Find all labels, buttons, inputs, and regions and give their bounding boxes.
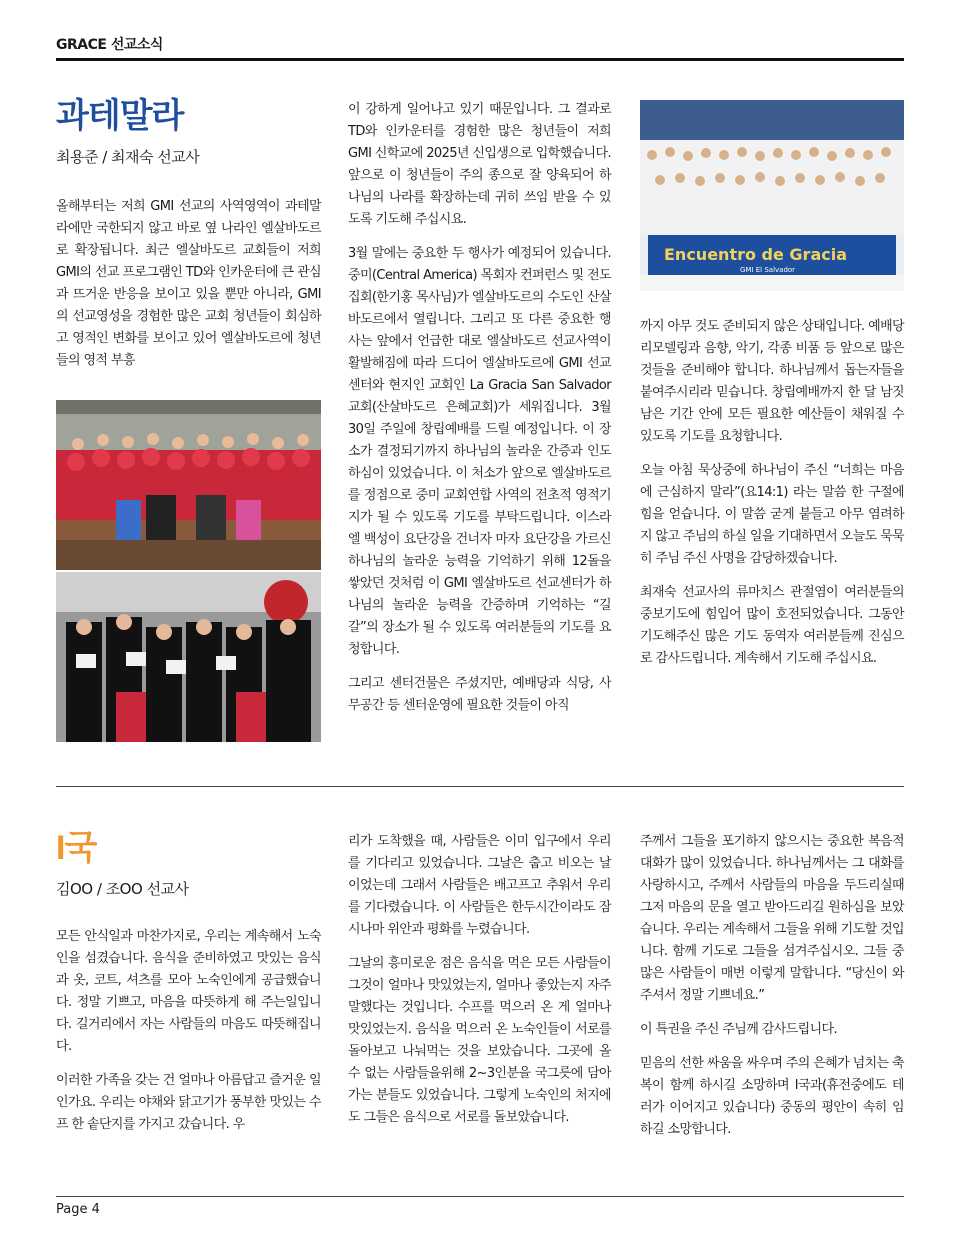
paragraph: 까지 아무 것도 준비되지 않은 상태입니다. 예배당 리모델링과 음향, 악기, 각종 비품 등 앞으로 많은 것들을 준비해야 합니다. 하나님께서 돕는자들을 붙여주시리라 믿습니다. 창립예배까지 한 달 남짓 남은 기간 안에 모든 필요한 예산들이 채워질 수 있도록 기도를 요청합니다. [640, 319, 904, 444]
footer-rule [56, 1196, 904, 1197]
guatemala-column-1 [56, 96, 321, 384]
banner-subtext: GMI El Salvador [740, 266, 796, 274]
paragraph: 오늘 아침 묵상중에 하나님이 주신 “너희는 마음에 근심하지 말라”(요14:1) 라는 말씀 한 구절에 힘을 얻습니다. 이 말씀 굳게 붙들고 아무 염려하지 않고 주님의 하실 일을 기대하면서 오늘도 묵묵히 주님 주신 사명을 감당하겠습니다. [640, 463, 904, 566]
paragraph: 3월 말에는 중요한 두 행사가 예정되어 있습니다. 중미(Central America) 목회자 컨퍼런스 및 전도집회(한기홍 목사님)가 엘살바도르의 수도인 산살바도르에서 열립니다. 그리고 또 다른 중요한 행사는 앞에서 언급한 대로 엘살바도르 선교사역이 활발해짐에 따라 드디어 엘살바도르에 GMI 선교센터와 현지인 교회인 La Gracia San Salvador 교회(산살바도르 은혜교회)가 세워집니다. 3월 30일 주일에 창립예배를 드릴 예정입니다. 이 장소가 결정되기까지 하나님의 놀라운 간증과 인도하심이 있었습니다. 이 처소가 앞으로 엘살바도르를 정점으로 중미 교회연합 사역의 전초적 영적기지가 될 수 있도록 기도를 부탁드립니다. 이스라엘 백성이 요단강을 건너자 마자 요단강을 가르신 하나님의 놀라운 능력을 기억하기 위해 12돌을 쌓았던 것처럼 이 GMI 엘살바도르 선교센터가 하나님의 놀라운 능력을 간증하며 기억하는 “길갈”의 장소가 될 수 있도록 여러분들의 기도를 요청합니다. [348, 246, 611, 657]
korea-column-2 [348, 831, 611, 1141]
paragraph: 리가 도착했을 때, 사람들은 이미 입구에서 우리를 기다리고 있었습니다. 그날은 춥고 비오는 날이었는데 그래서 사람들은 배고프고 추워서 우리를 기다렸습니다. 이 사람들은 한두시간이라도 잠시나마 위안과 평화를 누렸습니다. [348, 834, 611, 937]
guatemala-title: 과테말라 [56, 97, 184, 135]
paragraph: 이러한 가족을 갖는 건 얼마나 아름답고 즐거운 일인가요. 우리는 야채와 닭고기가 풍부한 맛있는 수프 한 솥단지를 가지고 갔습니다. 우 [56, 1073, 321, 1132]
paragraph: 그날의 흥미로운 점은 음식을 먹은 모든 사람들이 그것이 얼마나 맛있었는지, 얼마나 좋았는지 자주 말했다는 것입니다. 수프를 먹으러 온 게 얼마나 맛있었는지. 음식을 먹으러 온 노숙인들이 서로를 돌아보고 나눠먹는 것을 보았습니다. 그곳에 올 수 없는 사람들을위해 2~3인분을 국그릇에 담아가는 분들도 있었습니다. 그렇게 노숙인의 처지에도 그들은 음식으로 서로를 돌보았습니다. [348, 956, 611, 1125]
korea-title: I국 [56, 829, 97, 867]
header-rule [56, 58, 904, 61]
paragraph: 믿음의 선한 싸움을 싸우며 주의 은혜가 넘치는 축복이 함께 하시길 소망하며 I국과(휴전중에도 테러가 이어지고 있습니다) 중동의 평안이 속히 임하길 소망합니다. [640, 1056, 904, 1137]
graduation-photo [56, 572, 321, 742]
page-number: Page 4 [56, 1202, 100, 1217]
encuentro-de-gracia-photo [640, 100, 904, 291]
korea-column-1 [56, 828, 321, 1148]
guatemala-byline: 최용준 / 최재숙 선교사 [56, 148, 200, 166]
paragraph: 최재숙 선교사의 류마치스 관절염이 여러분들의 중보기도에 힘입어 많이 호전되었습니다. 그동안 기도해주신 많은 기도 동역자 여러분들께 진심으로 감사드립니다. 계속해서 기도해 주십시요. [640, 585, 904, 666]
paragraph: 주께서 그들을 포기하지 않으시는 중요한 복음적 대화가 많이 있었습니다. 하나님께서는 그 대화를 사랑하시고, 주께서 사람들의 마음을 두드리실때 그저 마음의 문을 열고 받아드리길 원하심을 보았습니다. 우리는 계속해서 그들을 위해 기도할 것입니다. 함께 기도로 그들을 섬겨주십시오. 그들 중 많은 사람들이 매번 이렇게 말합니다. “당신이 와주셔서 정말 기쁘네요.” [640, 834, 904, 1003]
brand-title: GRACE 선교소식 [56, 37, 163, 53]
korea-byline: 김OO / 조OO 선교사 [56, 880, 189, 898]
guatemala-column-3 [640, 316, 904, 682]
paragraph: 이 강하게 일어나고 있기 때문입니다. 그 결과로 TD와 인카운터를 경험한 많은 청년들이 저희 GMI 신학교에 2025년 신입생으로 입학했습니다. 앞으로 이 청년들이 주의 종으로 잘 양육되어 하나님의 나라를 확장하는데 귀히 쓰임 받을 수 있도록 기도해 주십시요. [348, 102, 611, 227]
group-photo-red-shirts [56, 400, 321, 570]
paragraph: 그리고 센터건물은 주셨지만, 예배당과 식당, 사무공간 등 센터운영에 필요한 것들이 아직 [348, 676, 611, 713]
section-divider [56, 786, 904, 787]
paragraph: 모든 안식일과 마찬가지로, 우리는 계속해서 노숙인을 섬겼습니다. 음식을 준비하였고 맛있는 음식과 옷, 코트, 셔츠를 모아 노숙인에게 공급했습니다. 정말 기쁘고, 마음을 따뜻하게 해 주는일입니다. 길거리에서 자는 사람들의 마음도 따뜻해집니다. [56, 929, 321, 1054]
newsletter-header [56, 34, 904, 60]
guatemala-column-2 [348, 99, 611, 729]
paragraph: 올해부터는 저희 GMI 선교의 사역영역이 과테말라에만 국한되지 않고 바로 옆 나라인 엘살바도르로 확장됩니다. 최근 엘살바도르 교회들이 저희 GMI의 선교 프로그램인 TD와 인카운터에 큰 관심과 뜨거운 반응을 보이고 있을 뿐만 아니라, GMI의 선교영성을 경험한 많은 교회 청년들이 회심하고 영적인 변화를 보이고 있어 엘살바도르에 청년들의 영적 부흥 [56, 199, 321, 368]
paragraph: 이 특권을 주신 주님께 감사드립니다. [640, 1022, 838, 1037]
banner-text: Encuentro de Gracia [664, 245, 847, 264]
korea-column-3 [640, 831, 904, 1153]
